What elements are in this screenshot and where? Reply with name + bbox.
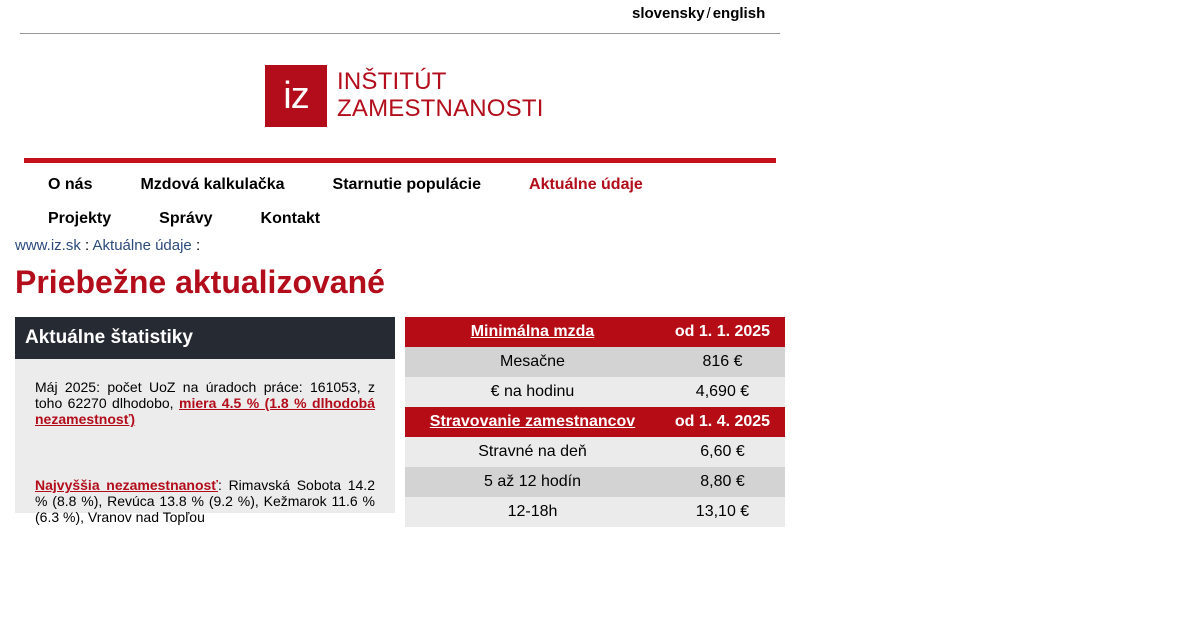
breadcrumb-trail: :	[195, 237, 201, 254]
meal-allowance-header-row	[405, 407, 785, 437]
row-label: € na hodinu	[405, 377, 660, 407]
meal-allowance-title-cell	[405, 407, 660, 437]
nav-item-kontakt[interactable]: Kontakt	[260, 210, 321, 227]
top-divider	[20, 33, 780, 34]
breadcrumb-current-link[interactable]: Aktuálne údaje	[92, 237, 192, 254]
key-figures-table	[405, 317, 785, 520]
header-accent-bar	[24, 158, 776, 163]
highest-unemployment-text: : Rimavská Sobota 14.2 % (8.8 %), Revúca 13.8 % (9.2 %), Kežmarok 11.6 % (6.3 %), Vranov nad Topľou	[35, 477, 375, 525]
main-navigation	[24, 168, 776, 236]
row-value: 4,690 €	[660, 377, 785, 407]
unemployment-summary-text: Máj 2025: počet UoZ na úradoch práce: 161053, z toho 62270 dlhodobo,	[35, 379, 375, 411]
nav-item-o-nas[interactable]: O nás	[48, 176, 93, 193]
meal-allowance-date: od 1. 4. 2025	[660, 407, 785, 437]
minimum-wage-link[interactable]: Minimálna mzda	[470, 323, 595, 340]
table-row	[405, 437, 785, 467]
nav-row-2	[24, 202, 776, 236]
highest-unemployment-link[interactable]: Najvyššia nezamestnanosť	[35, 477, 219, 493]
nav-item-starnutie-populacie[interactable]: Starnutie populácie	[332, 176, 482, 193]
nav-row-1	[24, 168, 776, 202]
meal-allowance-link[interactable]: Stravovanie zamestnancov	[429, 413, 636, 430]
row-label: 5 až 12 hodín	[405, 467, 660, 497]
breadcrumb-separator: :	[85, 237, 90, 254]
site-logo[interactable]	[265, 65, 544, 127]
nav-item-projekty[interactable]: Projekty	[48, 210, 112, 227]
table-row	[405, 347, 785, 377]
logo-mark: iz	[265, 65, 327, 127]
minimum-wage-title-cell	[405, 317, 660, 347]
lang-english-link[interactable]: english	[712, 5, 766, 22]
table-row	[405, 497, 785, 527]
row-value: 816 €	[660, 347, 785, 377]
current-statistics-panel	[15, 317, 395, 525]
row-label: Mesačne	[405, 347, 660, 377]
statistics-heading: Aktuálne štatistiky	[15, 317, 395, 359]
minimum-wage-header-row	[405, 317, 785, 347]
minimum-wage-date: od 1. 1. 2025	[660, 317, 785, 347]
nav-item-aktualne-udaje[interactable]: Aktuálne údaje	[529, 176, 643, 193]
statistics-body	[15, 359, 395, 525]
unemployment-summary	[35, 379, 375, 427]
logo-line-2: ZAMESTNANOSTI	[337, 95, 544, 122]
logo-wordmark	[337, 68, 544, 122]
unemployment-rate-link[interactable]: miera 4.5 % (1.8 % dlhodobá nezamestnosť)	[35, 395, 375, 427]
lang-separator: /	[706, 5, 711, 22]
lang-slovak-link[interactable]: slovensky	[632, 5, 705, 22]
page-title: Priebežne aktualizované	[15, 264, 385, 300]
row-value: 8,80 €	[660, 467, 785, 497]
row-value: 6,60 €	[660, 437, 785, 467]
highest-unemployment	[35, 477, 375, 525]
breadcrumb	[15, 237, 200, 254]
language-switcher	[632, 5, 765, 22]
logo-line-1: INŠTITÚT	[337, 68, 447, 95]
row-value: 13,10 €	[660, 497, 785, 527]
row-label: 12-18h	[405, 497, 660, 527]
table-row	[405, 377, 785, 407]
row-label: Stravné na deň	[405, 437, 660, 467]
table-row	[405, 467, 785, 497]
breadcrumb-home-link[interactable]: www.iz.sk	[15, 237, 81, 254]
nav-item-mzdova-kalkulacka[interactable]: Mzdová kalkulačka	[140, 176, 285, 193]
nav-item-spravy[interactable]: Správy	[159, 210, 213, 227]
